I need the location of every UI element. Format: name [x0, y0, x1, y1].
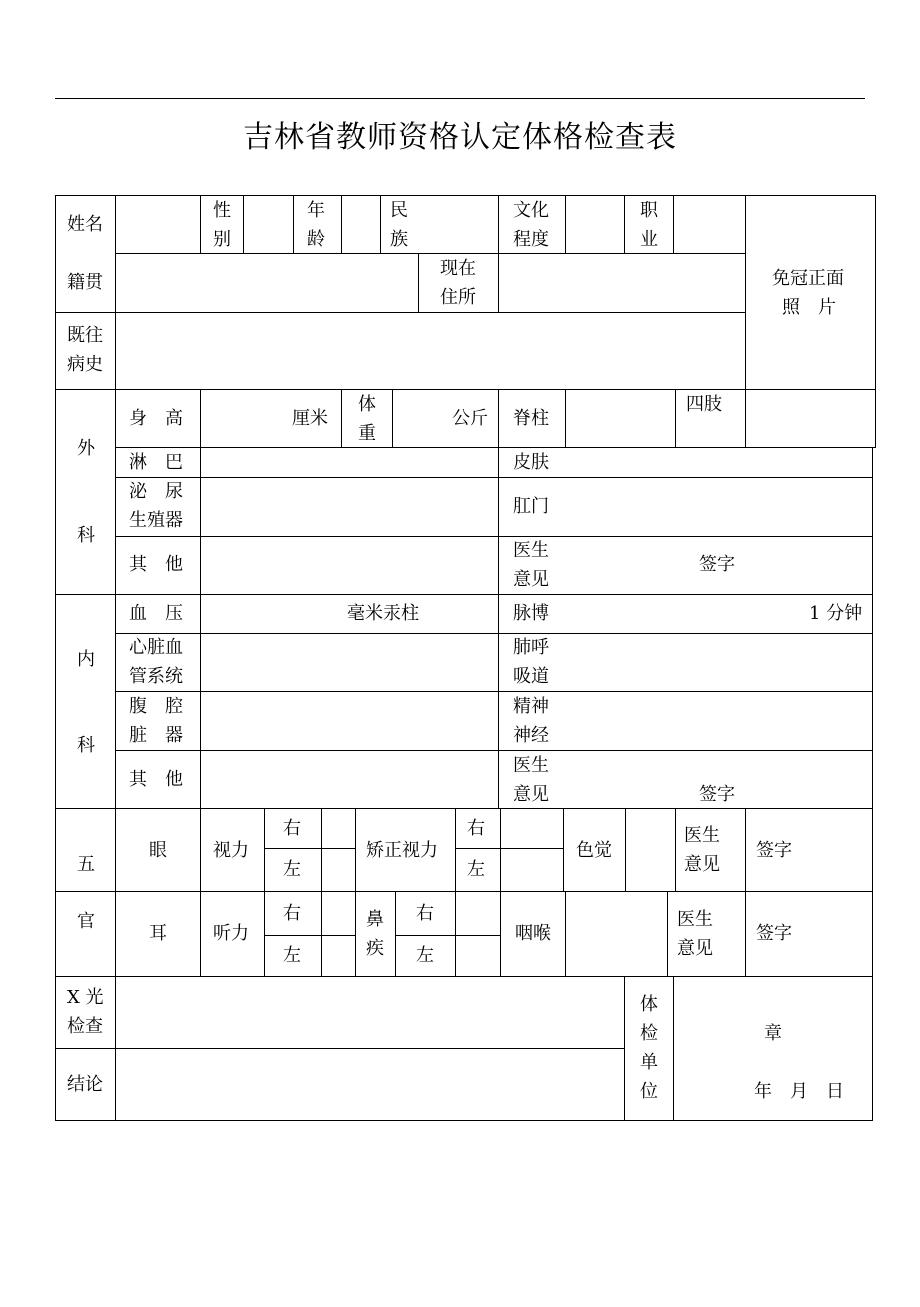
table-rule-v: [380, 195, 381, 254]
label-gender-2: 别: [213, 229, 231, 250]
label-hearing-left: 左: [283, 945, 301, 966]
label-stamp: 章: [764, 1023, 782, 1044]
unit-height: 厘米: [292, 408, 328, 429]
label-date: 年 月 日: [754, 1081, 844, 1102]
label-internal-opinion: 医生: [513, 755, 549, 776]
table-rule-v: [875, 195, 876, 448]
table-rule-v: [624, 195, 625, 254]
label-height: 身 高: [129, 408, 183, 429]
unit-weight: 公斤: [452, 408, 488, 429]
table-rule-h: [55, 1120, 873, 1121]
table-rule-h: [115, 477, 873, 478]
table-rule-v: [745, 808, 746, 977]
section-senses: 五: [77, 854, 95, 875]
label-urogenital-2: 生殖器: [129, 510, 183, 531]
table-rule-v: [565, 195, 566, 254]
table-rule-h: [55, 976, 873, 977]
label-name: 姓名: [67, 214, 103, 235]
table-rule-v: [498, 195, 499, 313]
table-rule-h: [55, 808, 873, 809]
label-address: 现在: [440, 258, 476, 279]
section-internal-2: 科: [77, 735, 95, 756]
label-ethnicity-2: 族: [390, 229, 408, 250]
label-color-vision: 色觉: [576, 840, 612, 861]
label-internal-opinion-2: 意见: [513, 784, 549, 805]
label-hearing-right: 右: [283, 903, 301, 924]
table-rule-h: [55, 389, 876, 390]
table-rule-v: [675, 389, 676, 448]
label-abdomen-2: 脏 器: [129, 725, 183, 746]
label-hearing: 听力: [213, 923, 249, 944]
label-anus: 肛门: [513, 496, 549, 517]
table-rule-v: [392, 389, 393, 448]
label-ear-opinion: 医生: [677, 909, 713, 930]
label-cardio: 心脏血: [129, 637, 183, 658]
label-unit-3: 单: [640, 1052, 658, 1073]
label-corrected-vision: 矫正视力: [366, 840, 438, 861]
table-rule-v: [565, 389, 566, 448]
label-age-2: 龄: [307, 229, 325, 250]
label-xray-2: 检查: [67, 1016, 103, 1037]
table-rule-h: [115, 691, 873, 692]
table-rule-v: [341, 195, 342, 254]
label-bp: 血 压: [129, 603, 183, 624]
label-ear: 耳: [149, 923, 167, 944]
label-lymph: 淋 巴: [129, 452, 183, 473]
table-rule-v: [200, 195, 201, 254]
label-eye-opinion-2: 意见: [684, 854, 720, 875]
label-ear-signature: 签字: [756, 923, 792, 944]
table-rule-v: [872, 447, 873, 1121]
table-rule-v: [293, 195, 294, 254]
table-rule-h: [264, 935, 356, 936]
label-neuro-2: 神经: [513, 725, 549, 746]
label-ethnicity: 民: [390, 200, 408, 221]
label-vision-left: 左: [283, 859, 301, 880]
label-surgery-other: 其 他: [129, 554, 183, 575]
label-vision: 视力: [213, 840, 249, 861]
label-neuro: 精神: [513, 696, 549, 717]
label-age: 年: [307, 200, 325, 221]
table-rule-v: [745, 195, 746, 448]
table-rule-v: [115, 976, 116, 1121]
label-surgery-opinion: 医生: [513, 540, 549, 561]
unit-bp: 毫米汞柱: [347, 603, 419, 624]
table-rule-h: [115, 536, 873, 537]
table-rule-v: [563, 808, 564, 892]
label-internal-other: 其 他: [129, 769, 183, 790]
table-rule-h: [455, 848, 564, 849]
label-unit-1: 体: [640, 994, 658, 1015]
label-eye-signature: 签字: [756, 840, 792, 861]
label-spine: 脊柱: [513, 408, 549, 429]
table-rule-v: [675, 808, 676, 892]
table-rule-v: [455, 891, 456, 977]
label-corrected-left: 左: [467, 859, 485, 880]
header-rule: [55, 98, 865, 99]
label-vision-right: 右: [283, 818, 301, 839]
photo-label-2: 照 片: [782, 297, 836, 318]
table-rule-v: [418, 253, 419, 313]
table-rule-h: [55, 891, 873, 892]
table-rule-h: [55, 195, 876, 196]
table-rule-h: [55, 594, 873, 595]
label-education-2: 程度: [513, 229, 549, 250]
label-nose-left: 左: [416, 945, 434, 966]
table-rule-v: [455, 808, 456, 892]
table-rule-h: [115, 750, 873, 751]
table-rule-v: [625, 808, 626, 892]
table-rule-v: [395, 891, 396, 977]
table-rule-v: [200, 389, 201, 977]
table-rule-v: [673, 976, 674, 1121]
label-nose: 鼻: [366, 909, 384, 930]
section-surgery-2: 科: [77, 525, 95, 546]
table-rule-h: [745, 447, 876, 448]
label-education: 文化: [513, 200, 549, 221]
label-native-place: 籍贯: [67, 272, 103, 293]
table-rule-v: [243, 195, 244, 254]
table-rule-v: [498, 389, 499, 809]
label-skin: 皮肤: [513, 452, 549, 473]
table-rule-h: [55, 1048, 625, 1049]
label-throat: 咽喉: [515, 923, 551, 944]
label-urogenital: 泌 尿: [129, 481, 183, 502]
table-rule-v: [321, 808, 322, 977]
label-corrected-right: 右: [467, 818, 485, 839]
table-rule-h: [395, 935, 501, 936]
label-cardio-2: 管系统: [129, 666, 183, 687]
label-pulse: 脉博: [513, 603, 549, 624]
table-rule-v: [355, 808, 356, 977]
label-nose-right: 右: [416, 903, 434, 924]
table-rule-h: [115, 633, 873, 634]
table-rule-h: [55, 312, 746, 313]
table-rule-v: [500, 808, 501, 892]
section-internal: 内: [77, 649, 95, 670]
section-senses-2: 官: [77, 911, 95, 932]
table-rule-v: [673, 195, 674, 254]
label-surgery-opinion-2: 意见: [513, 569, 549, 590]
table-rule-v: [264, 808, 265, 977]
page-title: 吉林省教师资格认定体格检查表: [243, 120, 677, 155]
label-unit-2: 检: [640, 1023, 658, 1044]
section-surgery: 外: [77, 438, 95, 459]
table-rule-h: [264, 848, 356, 849]
label-weight-2: 重: [358, 423, 376, 444]
label-eye-opinion: 医生: [684, 825, 720, 846]
label-surgery-signature: 签字: [699, 554, 735, 575]
table-rule-v: [667, 891, 668, 977]
label-xray: X 光: [67, 987, 104, 1008]
label-occupation: 职: [640, 200, 658, 221]
label-lungs: 肺呼: [513, 637, 549, 658]
label-conclusion: 结论: [67, 1074, 103, 1095]
label-unit-4: 位: [640, 1081, 658, 1102]
label-abdomen: 腹 腔: [129, 696, 183, 717]
label-history: 既往: [67, 325, 103, 346]
label-address-2: 住所: [440, 287, 476, 308]
table-rule-v: [565, 891, 566, 977]
table-rule-v: [500, 891, 501, 977]
table-rule-v: [624, 976, 625, 1121]
label-eye: 眼: [149, 840, 167, 861]
photo-label: 免冠正面: [772, 268, 844, 289]
label-nose-2: 疾: [366, 938, 384, 959]
table-rule-v: [55, 195, 56, 1121]
label-history-2: 病史: [67, 354, 103, 375]
label-occupation-2: 业: [640, 229, 658, 250]
label-internal-signature: 签字: [699, 784, 735, 805]
label-lungs-2: 吸道: [513, 666, 549, 687]
label-limbs: 四肢: [686, 394, 722, 415]
table-rule-v: [341, 389, 342, 448]
unit-pulse: 1 分钟: [809, 603, 863, 624]
label-weight: 体: [358, 394, 376, 415]
label-gender: 性: [213, 200, 231, 221]
label-ear-opinion-2: 意见: [677, 938, 713, 959]
table-rule-v: [115, 195, 116, 977]
